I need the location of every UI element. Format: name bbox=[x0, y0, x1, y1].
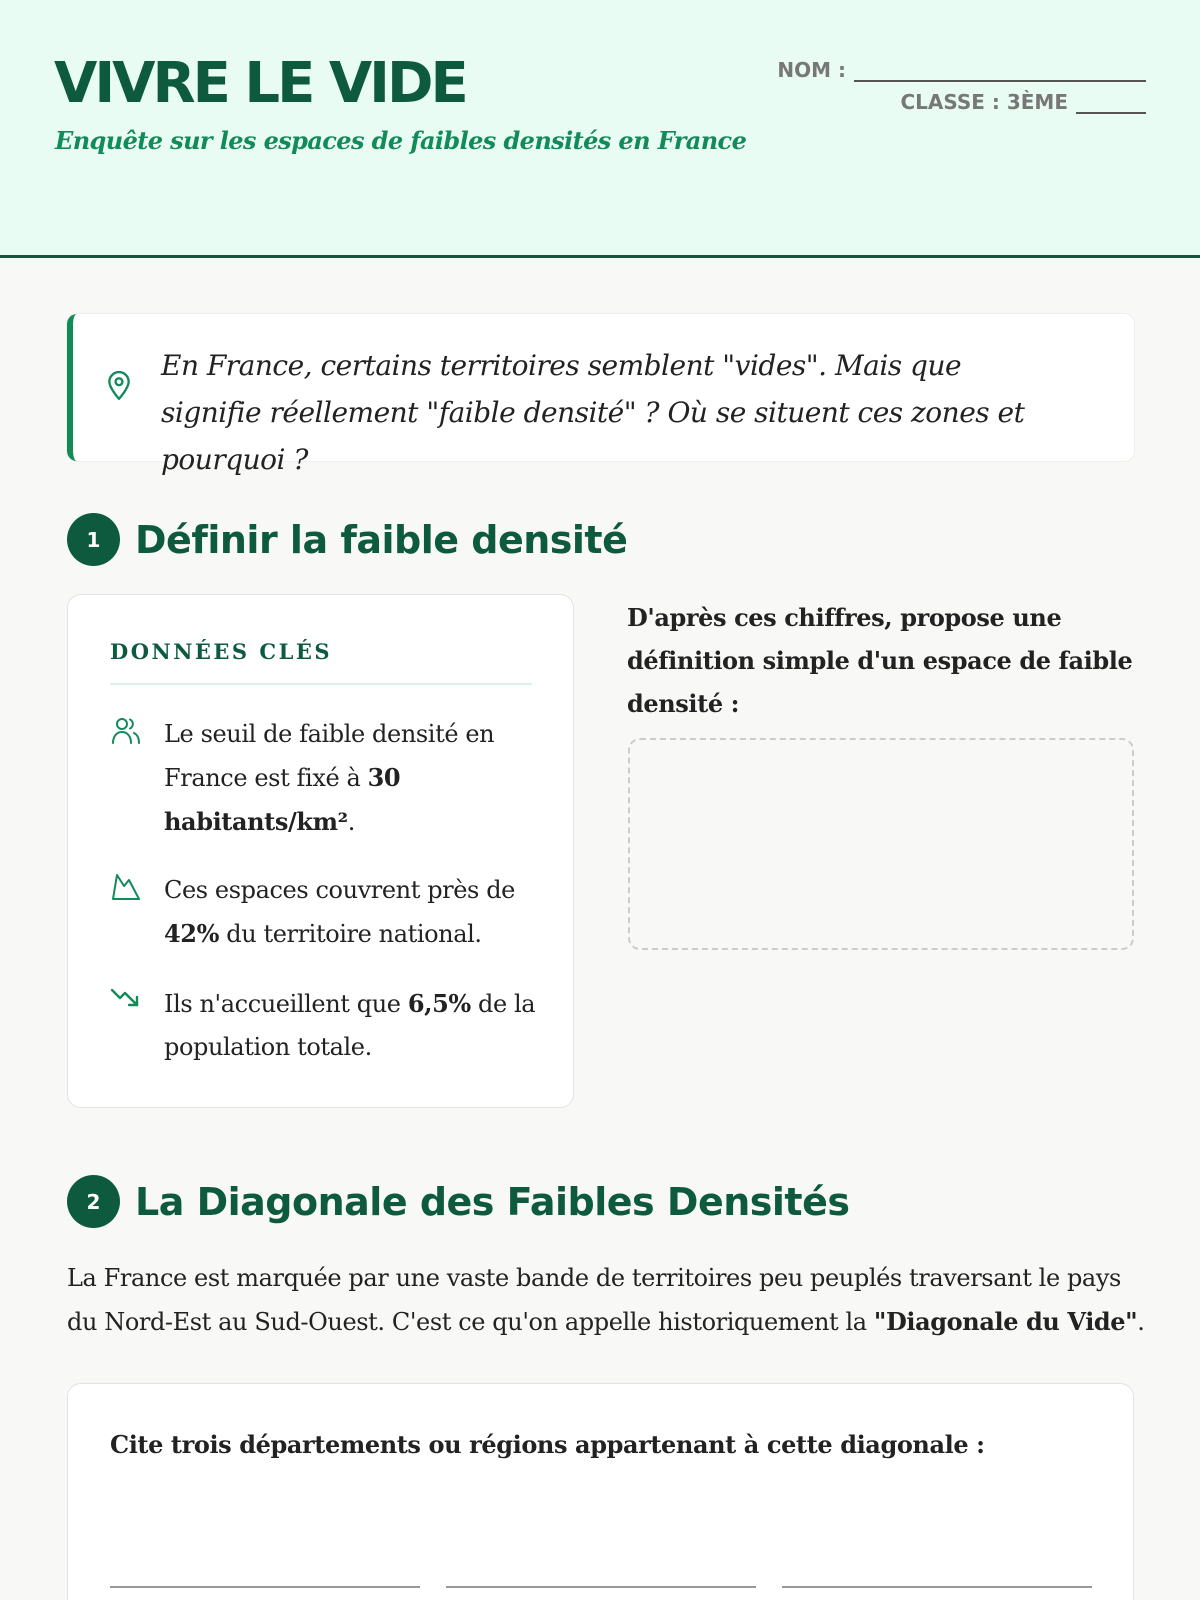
name-label: NOM : bbox=[777, 58, 846, 82]
definition-question: D'après ces chiffres, propose une définition simple d'un espace de faible densité : bbox=[627, 603, 1133, 718]
fact-item bbox=[110, 982, 540, 1072]
section-1-heading bbox=[67, 513, 627, 566]
section-2-heading bbox=[67, 1175, 849, 1228]
section-number-badge: 2 bbox=[67, 1175, 120, 1228]
class-blank-line[interactable] bbox=[1076, 94, 1146, 114]
departments-question: Cite trois départements ou régions appartenant à cette diagonale : bbox=[110, 1430, 985, 1459]
departments-card bbox=[67, 1383, 1134, 1600]
fact-item bbox=[110, 869, 540, 959]
page-subtitle: Enquête sur les espaces de faibles densités en France bbox=[55, 126, 747, 155]
fact-text: Ces espaces couvrent près de 42% du territoire national. bbox=[164, 876, 515, 948]
map-pin-icon bbox=[106, 371, 132, 401]
fact-text: Ils n'accueillent que 6,5% de la population totale. bbox=[164, 989, 536, 1061]
page-title: VIVRE LE VIDE bbox=[54, 51, 466, 116]
section-title: La Diagonale des Faibles Densités bbox=[135, 1179, 850, 1224]
intro-text: En France, certains territoires semblent "vides". Mais que signifie réellement "faible densité" ? Où se situent ces zones et pourquoi ? bbox=[161, 349, 1025, 476]
divider bbox=[110, 683, 532, 685]
card-title: DONNÉES CLÉS bbox=[110, 639, 333, 664]
class-label: CLASSE : 3ÈME bbox=[900, 90, 1068, 114]
mountain-icon bbox=[110, 871, 142, 903]
answer-line-2[interactable] bbox=[446, 1558, 756, 1588]
section-number-badge: 1 bbox=[67, 513, 120, 566]
name-blank-line[interactable] bbox=[854, 62, 1146, 82]
key-data-card bbox=[67, 594, 574, 1108]
answer-line-1[interactable] bbox=[110, 1558, 420, 1588]
section-title: Définir la faible densité bbox=[135, 517, 628, 562]
trend-down-icon bbox=[110, 984, 142, 1016]
intro-callout bbox=[67, 314, 1134, 476]
worksheet-header bbox=[0, 0, 1200, 258]
class-field[interactable] bbox=[900, 90, 1146, 114]
fact-text: Le seuil de faible densité en France est fixé à 30 habitants/km². bbox=[164, 720, 495, 836]
fact-item bbox=[110, 713, 540, 843]
answer-line-3[interactable] bbox=[782, 1558, 1092, 1588]
users-icon bbox=[110, 715, 142, 747]
name-field[interactable] bbox=[777, 58, 1146, 82]
diagonal-paragraph: La France est marquée par une vaste bande de territoires peu peuplés traversant le pays du Nord-Est au Sud-Ouest. C'est ce qu'on appelle historiquement la "Diagonale du Vide". bbox=[67, 1264, 1145, 1336]
definition-answer-box[interactable] bbox=[628, 738, 1134, 950]
